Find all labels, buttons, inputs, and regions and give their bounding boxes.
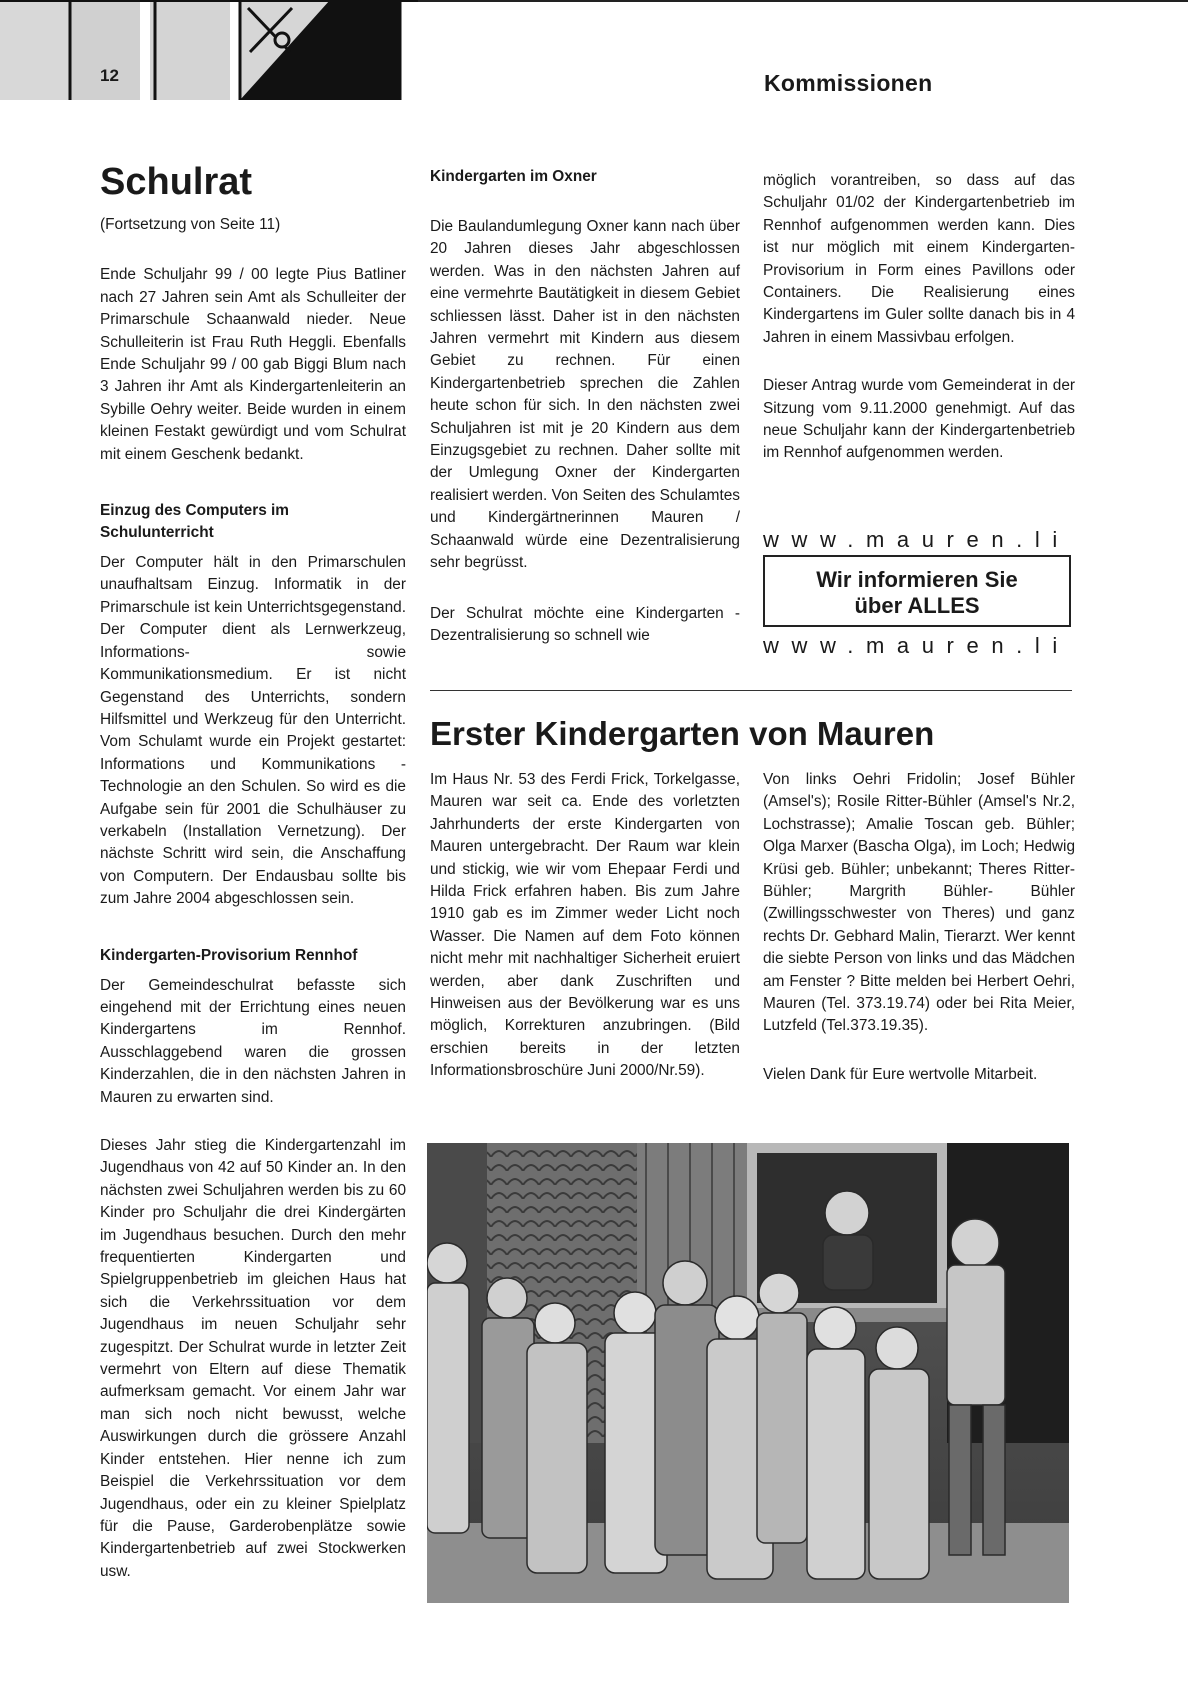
paragraph-continuation-2: Dieser Antrag wurde vom Gemeinderat in der Sitzung vom 9.11.2000 genehmigt. Auf das neue Schuljahr kann der Kindergartenbetrieb im Rennhof aufgenommen werden. bbox=[763, 377, 1075, 462]
ad-box bbox=[763, 555, 1071, 627]
ad-url-top: www.mauren.li bbox=[763, 527, 1070, 552]
column-continuation bbox=[763, 170, 1075, 465]
header-rule bbox=[418, 0, 1188, 2]
ad-line-2: über ALLES bbox=[854, 593, 980, 618]
paragraph-photo-names: Von links Oehri Fridolin; Josef Bühler (Amsel's); Rosile Ritter-Bühler (Amsel's Nr.2, Lochstrasse); Amalie Toscan geb. Bühler; Olga Marxer (Bascha Olga), im Loch; Hedwig Krüsi geb. Bühler; unbekannt; Theres Ritter-Bühler; Margrith Bühler- Bühler (Zwillingsschwester von Theres) und ganz rechts Dr. Gebhard Malin, Tierarzt. Wer kennt die siebte Person von links und das Mädchen am Fenster ? Bitte melden bei Herbert Oehri, Mauren (Tel. 373.19.74) oder bei Rita Meier, Lutzfeld (Tel.373.19.35). bbox=[763, 771, 1075, 1035]
column-kindergarten-right bbox=[763, 769, 1075, 1086]
paragraph-thanks: Vielen Dank für Eure wertvolle Mitarbeit. bbox=[763, 1065, 1038, 1083]
article-title-kindergarten: Erster Kindergarten von Mauren bbox=[430, 715, 935, 752]
paragraph-kindergarten-history: Im Haus Nr. 53 des Ferdi Frick, Torkelgasse, Mauren war seit ca. Ende des vorletzten Jahrhunderts der erste Kindergarten von Mauren untergebracht. Der Raum war klein und stickig, wie wir vom Ehepaar Ferdi und Hilda Frick erfahren haben. Bis zum Jahre 1910 gab es im Zimmer weder Licht noch Wasser. Die Namen auf dem Foto können nicht mehr mit nachhaltiger Sicherheit eruiert werden, aber dank Zuschriften und Hinweisen aus der Bevölkerung war es uns möglich, Korrekturen anzubringen. (Bild erschien bereits in der letzten Informationsbroschüre Juni 2000/Nr.59). bbox=[430, 771, 740, 1080]
paragraph-provisorium-2: Dieses Jahr stieg die Kindergartenzahl im Jugendhaus von 42 auf 50 Kinder an. In den nächsten zwei Schuljahren werden bis zu 60 Kinder pro Schuljahr die drei Kindergärten im Jugendhaus besuchen. Durch den mehr frequentierten Kindergarten und Spielgruppenbetrieb im gleichen Haus hat sich die Verkehrssituation vor dem Jugendhaus im neuen Schuljahr sehr zugespitzt. Der Schulrat wurde in letzter Zeit vermehrt von Eltern auf diese Thematik aufmerksam gemacht. Vor einem Jahr war man sich noch nicht bewusst, welche Auswirkungen durch die grössere Anzahl Kinder entstehen. Hier nenne ich zum Beispiel die Verkehrssituation vor dem Jugendhaus, oder ein zu kleiner Spielplatz für die Pause, Garderobenplätze sowie Kindergartenbetrieb auf zwei Stockwerken usw. bbox=[100, 1137, 406, 1580]
page-number: 12 bbox=[100, 66, 119, 85]
ad-line-1: Wir informieren Sie bbox=[816, 567, 1018, 592]
paragraph-computer: Der Computer hält in den Primarschulen unaufhaltsam Einzug. Informatik in der Primarschule ist kein Unterrichtsgegenstand. Der Computer dient als Lernwerkzeug, Informations- sowie Kommunikationsmedium. Er ist nicht Gegenstand des Unterrichts, sondern Hilfsmittel und Werkzeug für den Unterricht. Vom Schulamt wurde ein Projekt gestartet: Informations und Kommunikations - Technologie an den Schulen. So wird es die Aufgabe sein für 2001 die Schulhäuser zu verkabeln (Installation Vernetzung). Der nächste Schritt wird sein, die Anschaffung von Computern. Der Endausbau sollte bis zum Jahre 2004 abgeschlossen sein. bbox=[100, 554, 406, 908]
article-divider bbox=[430, 690, 1072, 691]
column-oxner bbox=[430, 166, 740, 647]
subheading-computer: Einzug des Computers im Schulunterricht bbox=[100, 502, 289, 542]
kindergarten-group-photo bbox=[427, 1143, 1069, 1603]
article-title-schulrat: Schulrat bbox=[100, 161, 253, 203]
paragraph-oxner-1: Die Baulandumlegung Oxner kann nach über 20 Jahren dieses Jahr abgeschlossen werden. Was in den nächsten Jahren auf eine vermehrte Bautätigkeit in diesem Gebiet schliessen lässt. Daher ist in den nächsten Jahren vermehrt mit Kindern aus diesem Gebiet zu rechnen. Für einen Kindergartenbetrieb sprechen die Zahlen heute schon für sich. In den nächsten zwei Schuljahren ist mit je 20 Kindern aus dem Einzugsgebiet zu rechnen. Daher sollte mit der Umlegung Oxner der Kindergarten realisiert werden. Von Seiten des Schulamtes und Kindergärtnerinnen Mauren / Schaanwald würde eine Dezentralisierung sehr begrüsst. bbox=[430, 218, 740, 572]
column-kindergarten-left bbox=[430, 769, 740, 1083]
header-emblem-boxes bbox=[0, 0, 418, 100]
paragraph-schulrat-intro: Ende Schuljahr 99 / 00 legte Pius Batliner nach 27 Jahren sein Amt als Schulleiter der Primarschule Schaanwald nieder. Neue Schulleiterin ist Frau Ruth Heggli. Ebenfalls Ende Schuljahr 99 / 00 gab Biggi Blum nach 3 Jahren ihr Amt als Kindergartenleiterin an Sybille Oehry weiter. Beide wurden in einem kleinen Festakt gewürdigt und vom Schulrat mit einem Geschenk bedankt. bbox=[100, 266, 406, 463]
column-schulrat bbox=[100, 160, 406, 1583]
paragraph-provisorium-1: Der Gemeindeschulrat befasste sich eingehend mit der Errichtung eines neuen Kindergartens im Rennhof. Ausschlaggebend waren die grossen Kinderzahlen, die in den nächsten Jahren in Mauren zu erwarten sind. bbox=[100, 976, 406, 1106]
continuation-note: (Fortsetzung von Seite 11) bbox=[100, 216, 281, 233]
ad-url-bottom: www.mauren.li bbox=[763, 633, 1070, 658]
paragraph-continuation-1: möglich vorantreiben, so dass auf das Schuljahr 01/02 der Kindergartenbetrieb im Rennhof aufgenommen werden kann. Dies ist nur möglich mit einem Kindergarten-Provisorium in Form eines Pavillons oder Containers. Die Realisierung eines Kindergartens im Guler sollte danach bis in 4 Jahren in einem Massivbau erfolgen. bbox=[763, 172, 1075, 346]
subheading-oxner: Kindergarten im Oxner bbox=[430, 168, 597, 185]
subheading-provisorium: Kindergarten-Provisorium Rennhof bbox=[100, 946, 358, 964]
section-title: Kommissionen bbox=[764, 70, 933, 96]
paragraph-oxner-2: Der Schulrat möchte eine Kindergarten - Dezentralisierung so schnell wie bbox=[430, 604, 740, 644]
